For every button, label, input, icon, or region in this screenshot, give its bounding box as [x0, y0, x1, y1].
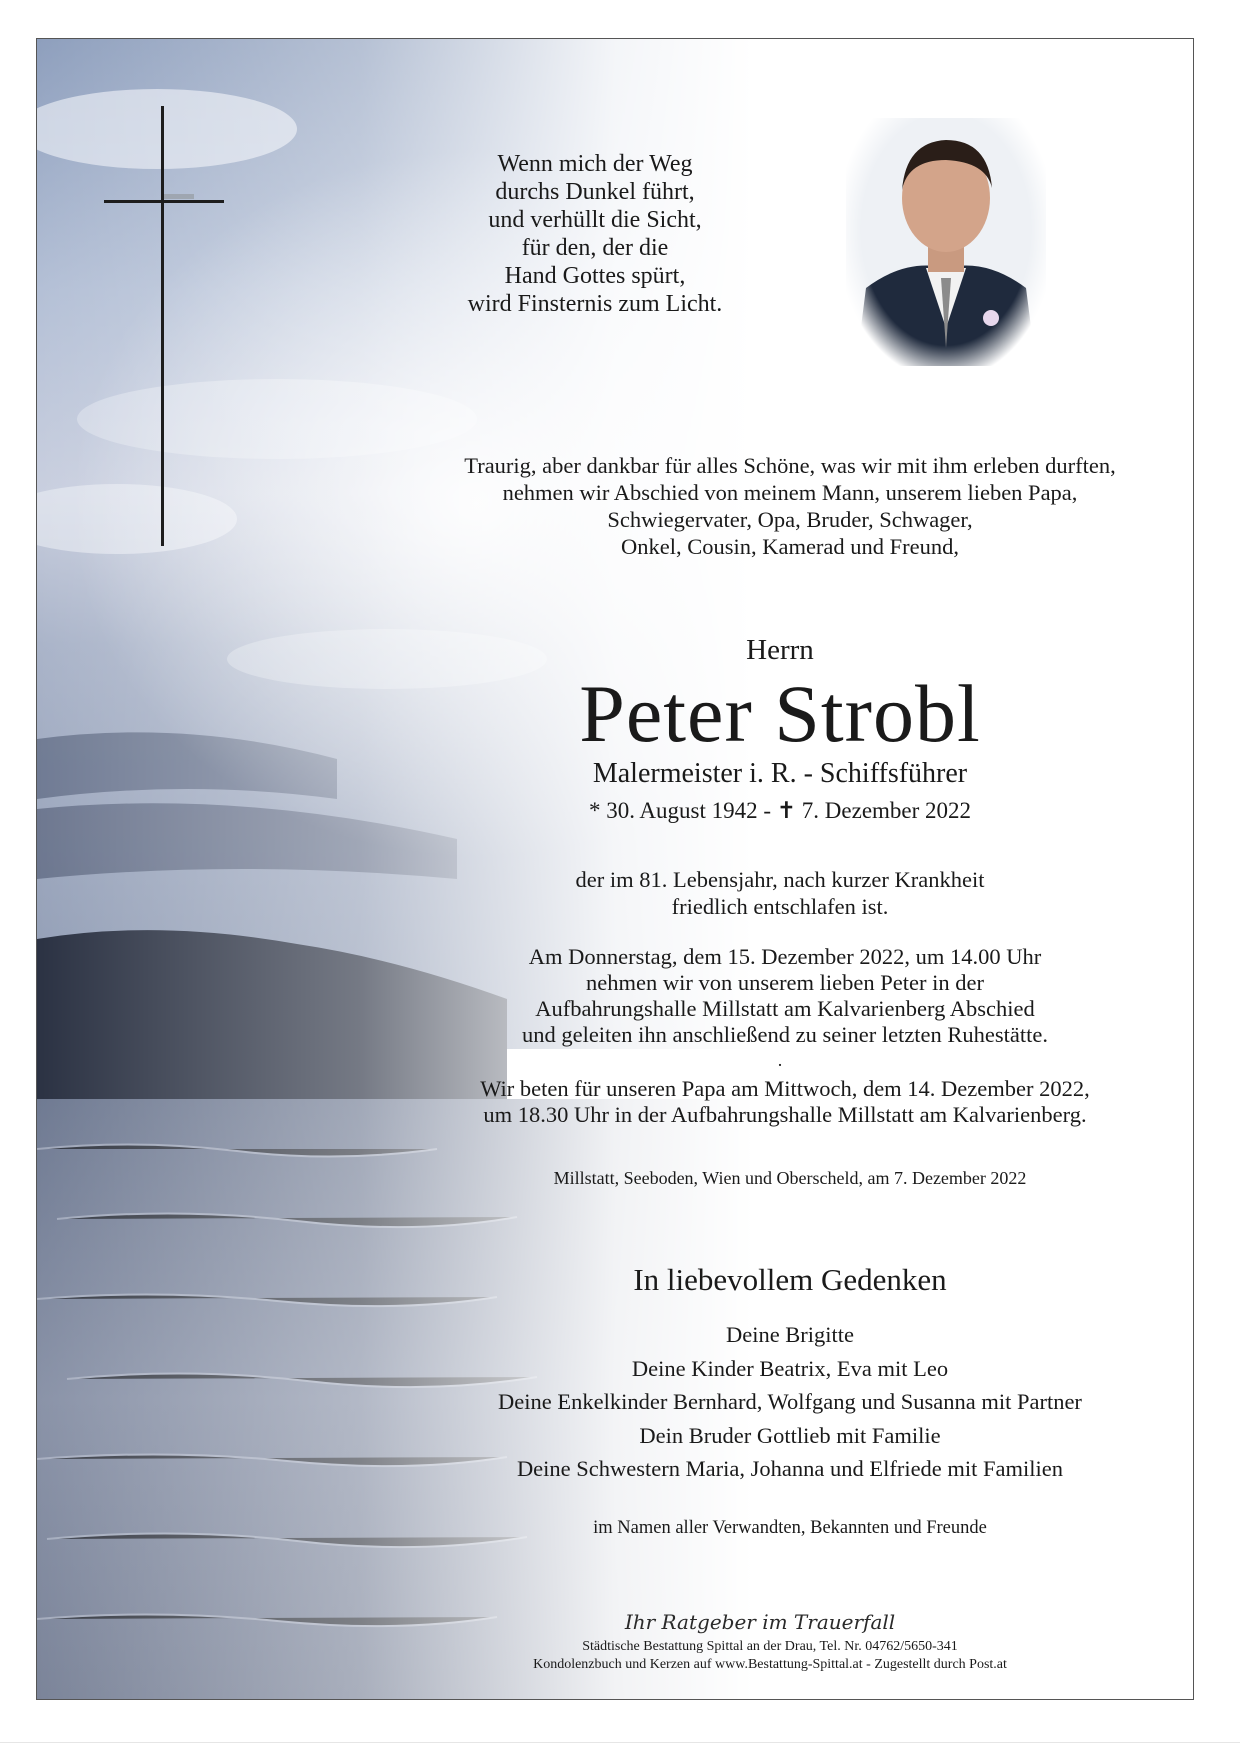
death-notice-line: der im 81. Lebensjahr, nach kurzer Krankheit	[575, 867, 985, 892]
funeral-line: und geleiten ihn anschließend zu seiner letzten Ruhestätte.	[521, 1022, 1049, 1047]
on-behalf-text: im Namen aller Verwandten, Bekannten und Freunde	[593, 1518, 987, 1538]
funeral-info	[400, 944, 1170, 1048]
poem-line: und verhüllt die Sicht,	[488, 207, 702, 233]
family-item: Deine Kinder Beatrix, Eva mit Leo	[631, 1355, 949, 1381]
poem	[400, 150, 790, 318]
poem-line: für den, der die	[521, 235, 669, 261]
contact-line: Kondolenzbuch und Kerzen auf www.Bestattung-Spittal.at - Zugestellt durch Post.at	[533, 1657, 1007, 1672]
intro-line: nehmen wir Abschied von meinem Mann, unserem lieben Papa,	[502, 480, 1078, 505]
intro-line: Onkel, Cousin, Kamerad und Freund,	[620, 534, 960, 559]
prayer-info	[400, 1076, 1170, 1128]
death-notice	[470, 866, 1090, 920]
separator-dot: .	[777, 1050, 783, 1070]
memory-heading: In liebevollem Gedenken	[633, 1262, 947, 1297]
family-item: Deine Brigitte	[725, 1322, 855, 1347]
intro-text	[380, 452, 1200, 560]
life-dates: * 30. August 1942 - ✝ 7. Dezember 2022	[588, 798, 972, 823]
contact-line: Städtische Bestattung Spittal an der Drau, Tel. Nr. 04762/5650-341	[582, 1639, 958, 1654]
poem-line: Hand Gottes spürt,	[504, 263, 686, 289]
deceased-name: Peter Strobl	[579, 668, 981, 759]
family-list	[380, 1318, 1200, 1486]
funeral-line: Am Donnerstag, dem 15. Dezember 2022, um 14.00 Uhr	[528, 944, 1042, 969]
family-item: Deine Enkelkinder Bernhard, Wolfgang und Susanna mit Partner	[498, 1389, 1082, 1414]
funeral-home-contact	[440, 1638, 1100, 1674]
cross-icon	[104, 106, 224, 546]
intro-line: Schwiegervater, Opa, Bruder, Schwager,	[607, 507, 973, 532]
salutation: Herrn	[746, 634, 814, 666]
place-date: Millstatt, Seeboden, Wien und Oberscheld, am 7. Dezember 2022	[553, 1168, 1027, 1188]
death-notice-line: friedlich entschlafen ist.	[671, 894, 889, 919]
portrait-photo	[846, 118, 1046, 366]
intro-line: Traurig, aber dankbar für alles Schöne, was wir mit ihm erleben durften,	[464, 453, 1116, 478]
funeral-line: nehmen wir von unserem lieben Peter in der	[585, 970, 984, 995]
family-item: Dein Bruder Gottlieb mit Familie	[639, 1422, 941, 1448]
prayer-line: um 18.30 Uhr in der Aufbahrungshalle Millstatt am Kalvarienberg.	[483, 1102, 1087, 1127]
poem-line: Wenn mich der Weg	[497, 151, 693, 177]
family-item: Deine Schwestern Maria, Johanna und Elfriede mit Familien	[516, 1456, 1064, 1481]
funeral-line: Aufbahrungshalle Millstatt am Kalvarienberg Abschied	[535, 996, 1035, 1021]
page-bottom-line	[0, 1742, 1240, 1743]
occupation: Malermeister i. R. - Schiffsführer	[592, 758, 968, 789]
poem-line: wird Finsternis zum Licht.	[467, 291, 723, 317]
poem-line: durchs Dunkel führt,	[495, 179, 695, 205]
advisor-slogan: Ihr Ratgeber im Trauerfall	[624, 1610, 896, 1634]
prayer-line: Wir beten für unseren Papa am Mittwoch, dem 14. Dezember 2022,	[480, 1076, 1090, 1101]
